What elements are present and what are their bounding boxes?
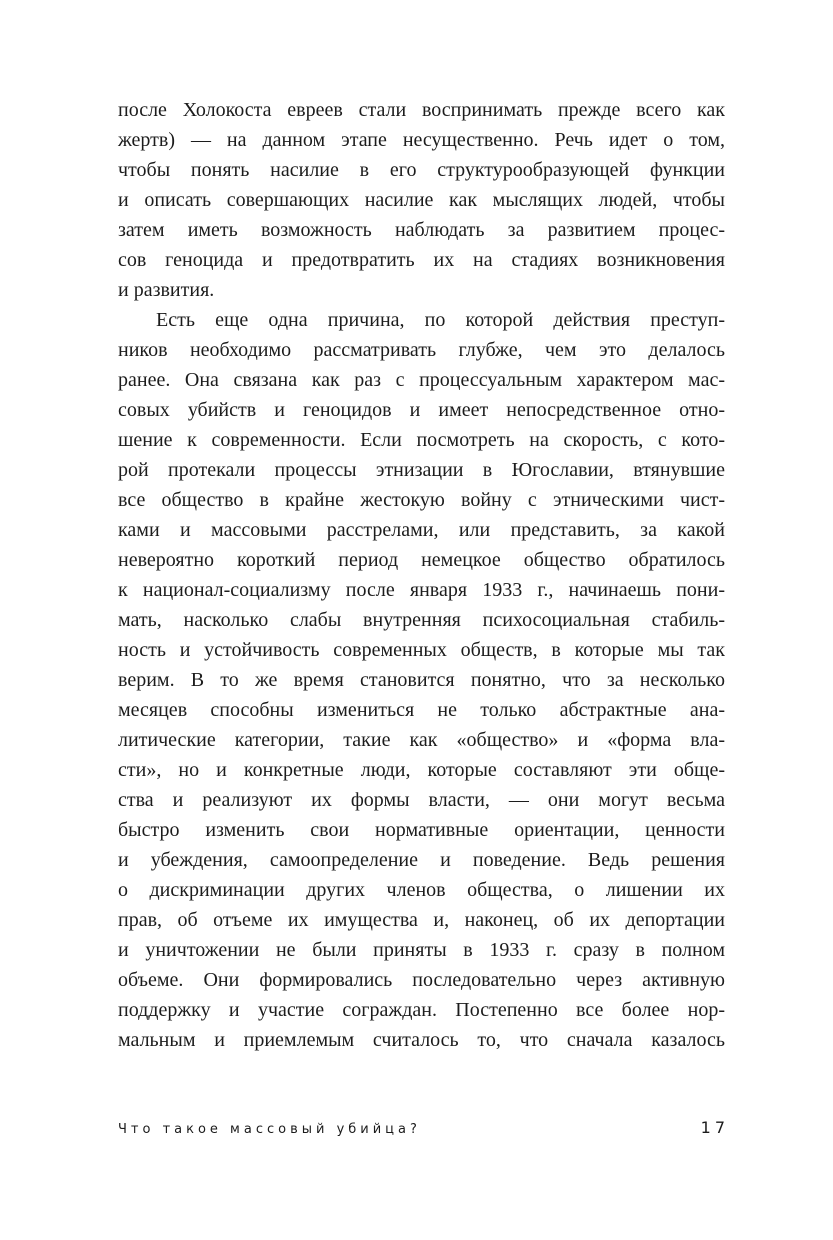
page-text [118,95,725,1055]
text-line: мать, насколько слабы внутренняя психосоциальная стабиль- [118,609,725,631]
paragraph [118,95,725,305]
text-line: мальным и приемлемым считалось то, что сначала казалось [118,1029,725,1051]
text-line: рой протекали процессы этнизации в Югославии, втянувшие [118,459,725,481]
page-number: 17 [700,1118,729,1137]
text-line: ранее. Она связана как раз с процессуальным характером мас- [118,369,725,391]
text-line: прав, об отъеме их имущества и, наконец, об их депортации [118,909,725,931]
text-line: шение к современности. Если посмотреть на скорость, с кото- [118,429,725,451]
text-line: ками и массовыми расстрелами, или представить, за какой [118,519,725,541]
text-line: чтобы понять насилие в его структурообразующей функции [118,159,725,181]
text-line: поддержку и участие сограждан. Постепенно все более нор- [118,999,725,1021]
text-line: ность и устойчивость современных обществ, в которые мы так [118,639,725,661]
text-line: и описать совершающих насилие как мыслящих людей, чтобы [118,189,725,211]
text-line: невероятно короткий период немецкое общество обратилось [118,549,725,571]
text-line: ства и реализуют их формы власти, — они могут весьма [118,789,725,811]
text-line: объеме. Они формировались последовательно через активную [118,969,725,991]
text-line: сов геноцида и предотвратить их на стадиях возникновения [118,249,725,271]
text-line: и уничтожении не были приняты в 1933 г. сразу в полном [118,939,725,961]
text-line: сти», но и конкретные люди, которые составляют эти обще- [118,759,725,781]
text-line: Есть еще одна причина, по которой действия преступ- [156,309,725,331]
paragraph [118,305,725,1055]
text-line: к национал-социализму после января 1933 г., начинаешь пони- [118,579,725,601]
page-footer [118,1118,729,1137]
text-line: жертв) — на данном этапе несущественно. Речь идет о том, [118,129,725,151]
text-line: о дискриминации других членов общества, о лишении их [118,879,725,901]
running-title: Что такое массовый убийца? [118,1122,421,1137]
text-line: верим. В то же время становится понятно, что за несколько [118,669,725,691]
text-line: и развития. [118,279,215,301]
text-line: и убеждения, самоопределение и поведение. Ведь решения [118,849,725,871]
text-line: после Холокоста евреев стали воспринимать прежде всего как [118,99,725,121]
text-line: затем иметь возможность наблюдать за развитием процес- [118,219,725,241]
text-line: литические категории, такие как «общество» и «форма вла- [118,729,725,751]
text-line: совых убийств и геноцидов и имеет непосредственное отно- [118,399,725,421]
text-line: ников необходимо рассматривать глубже, чем это делалось [118,339,725,361]
text-line: быстро изменить свои нормативные ориентации, ценности [118,819,725,841]
text-line: месяцев способны измениться не только абстрактные ана- [118,699,725,721]
text-line: все общество в крайне жестокую войну с этническими чист- [118,489,725,511]
